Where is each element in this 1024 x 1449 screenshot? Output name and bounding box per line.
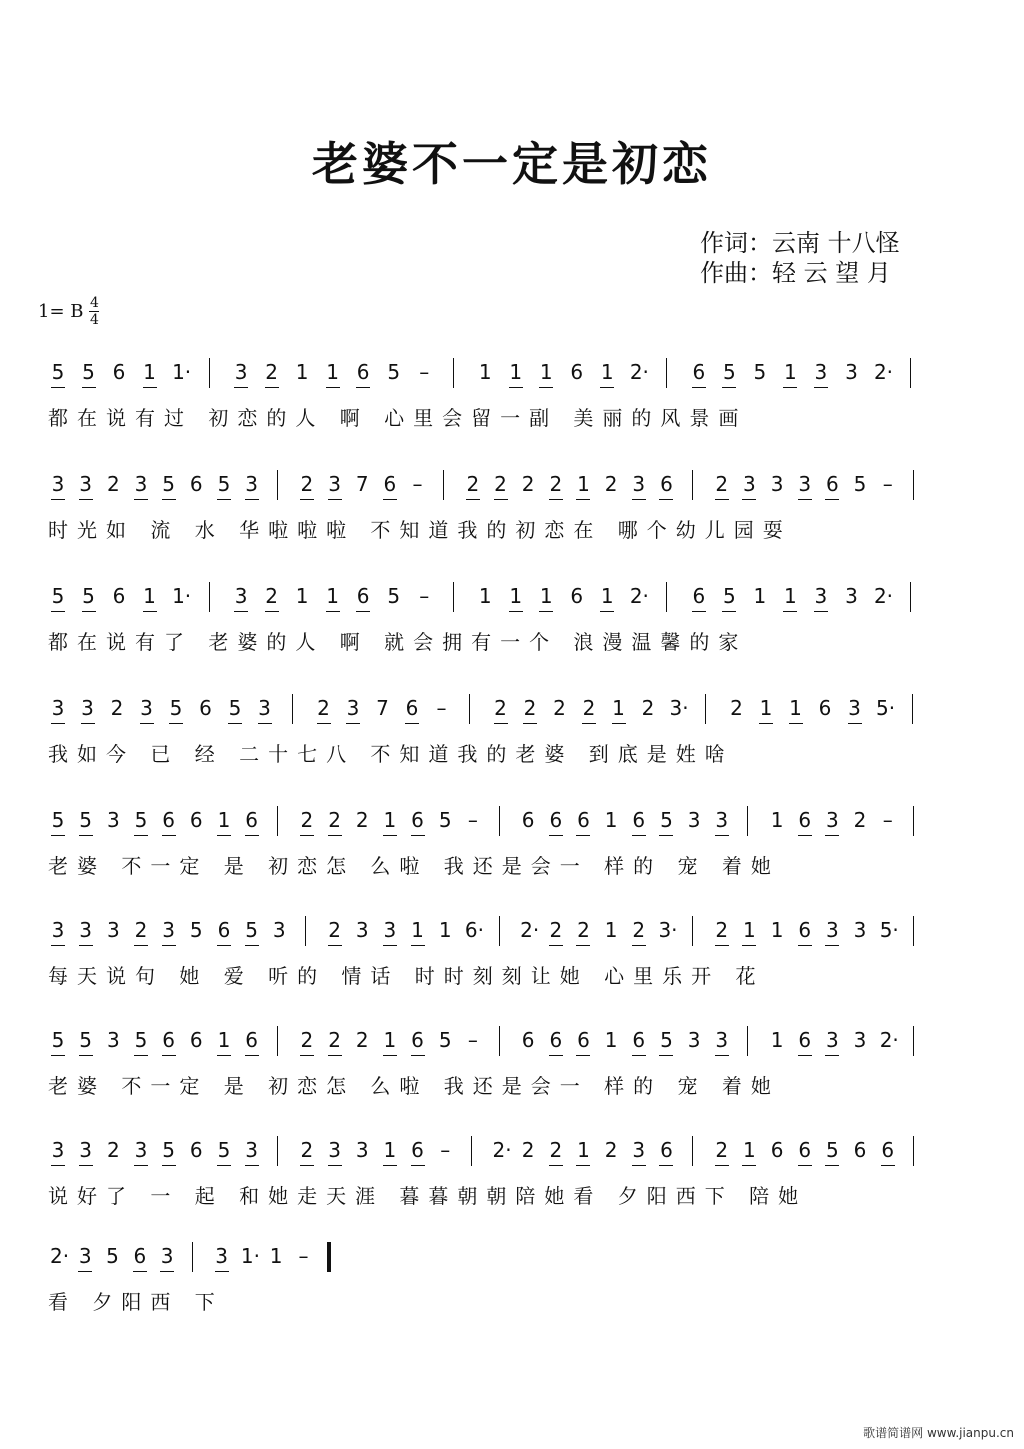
- note: 3: [234, 360, 248, 384]
- note: 7: [376, 696, 389, 720]
- barline: [692, 470, 693, 500]
- note: 5: [245, 918, 258, 942]
- note: 6: [383, 472, 397, 496]
- note: 1: [600, 360, 614, 384]
- note: 5: [51, 360, 65, 384]
- note: 6: [411, 1138, 424, 1162]
- note: 6: [577, 808, 590, 832]
- note: 3: [328, 472, 341, 496]
- note: 6: [245, 1028, 258, 1052]
- barline: [913, 470, 914, 500]
- note: 3: [814, 360, 828, 384]
- note: 2: [715, 918, 729, 942]
- note: 2: [853, 808, 867, 832]
- note: 5: [162, 472, 175, 496]
- note: 6: [521, 1028, 535, 1052]
- note: 1: [478, 360, 492, 384]
- barline: [747, 1026, 748, 1056]
- note: 6: [853, 1138, 867, 1162]
- barline: [499, 916, 500, 946]
- notes-line: [0, 356, 1024, 396]
- note: 5: [169, 696, 183, 720]
- note: 5: [162, 1138, 175, 1162]
- note: 6: [632, 1028, 646, 1052]
- note: 1·: [240, 1244, 260, 1268]
- note: 6: [112, 584, 126, 608]
- note: 3: [162, 918, 175, 942]
- note: 1: [217, 1028, 231, 1052]
- note: 6: [162, 1028, 175, 1052]
- note: 3: [245, 1138, 258, 1162]
- barline: [277, 470, 278, 500]
- note: 1: [600, 584, 614, 608]
- note: 3: [715, 808, 729, 832]
- note: 6: [356, 584, 370, 608]
- note: 3: [687, 808, 701, 832]
- note: 3: [743, 472, 756, 496]
- note: 3: [346, 696, 360, 720]
- note: 5: [387, 584, 401, 608]
- note: 2: [549, 472, 563, 496]
- note: 3: [79, 1138, 93, 1162]
- note: 5: [438, 808, 452, 832]
- barline: [666, 358, 667, 388]
- barline: [499, 806, 500, 836]
- note: 1: [577, 1138, 590, 1162]
- note: 2: [317, 696, 330, 720]
- note: 6: [549, 1028, 563, 1052]
- note: 3: [106, 1028, 120, 1052]
- note: 3·: [669, 696, 689, 720]
- note: 3: [134, 472, 148, 496]
- note: 1: [438, 918, 452, 942]
- score-line: [0, 580, 1024, 660]
- note: 3: [383, 918, 397, 942]
- note: 3: [632, 472, 646, 496]
- note: 6: [411, 808, 424, 832]
- barline: [209, 358, 210, 388]
- note: 6: [189, 1028, 203, 1052]
- note: 6: [798, 1138, 812, 1162]
- note: 6: [411, 1028, 424, 1052]
- note: 5: [51, 808, 65, 832]
- barline: [277, 1026, 278, 1056]
- note: 2: [521, 1138, 535, 1162]
- note: 5: [189, 918, 203, 942]
- note: 3: [134, 1138, 148, 1162]
- note: 6: [826, 472, 839, 496]
- note: –: [467, 808, 478, 832]
- lyric-line: 都在说有过 初恋的人 啊 心里会留一副 美丽的风景画: [48, 406, 748, 430]
- note: 3: [79, 918, 93, 942]
- note: 1: [217, 808, 231, 832]
- note: 3: [845, 360, 858, 384]
- barline: [747, 806, 748, 836]
- note: –: [298, 1244, 309, 1268]
- note: 3: [355, 1138, 369, 1162]
- note: 3: [770, 472, 784, 496]
- note: 3: [814, 584, 828, 608]
- note: 5: [106, 1244, 119, 1268]
- note: 1: [759, 696, 773, 720]
- note: 1: [326, 360, 339, 384]
- note: 3: [355, 918, 369, 942]
- notes-line: [0, 804, 1024, 844]
- note: 6·: [464, 918, 484, 942]
- note: 5: [228, 696, 242, 720]
- note: 1: [478, 584, 492, 608]
- note: 3: [826, 918, 839, 942]
- note: 3: [51, 918, 65, 942]
- note: 1·: [172, 584, 192, 608]
- note: 2·: [520, 918, 540, 942]
- note: 1: [509, 584, 523, 608]
- note: 2: [300, 808, 314, 832]
- note: 2: [494, 696, 507, 720]
- note: 3: [845, 584, 858, 608]
- note: –: [467, 1028, 478, 1052]
- barline: [453, 358, 454, 388]
- note: 3: [245, 472, 258, 496]
- note: 3: [853, 918, 867, 942]
- note: 1: [604, 1028, 618, 1052]
- note: 3: [328, 1138, 341, 1162]
- note: 3: [826, 808, 839, 832]
- note: 6: [770, 1138, 784, 1162]
- note: 1: [383, 808, 397, 832]
- note: 1: [604, 808, 618, 832]
- note: 2·: [873, 360, 894, 384]
- note: 6: [798, 918, 812, 942]
- score-line: [0, 468, 1024, 548]
- barline: [443, 470, 444, 500]
- note: 6: [660, 472, 673, 496]
- barline: [910, 582, 911, 612]
- note: 2: [466, 472, 480, 496]
- note: 5: [79, 808, 93, 832]
- note: 6: [577, 1028, 590, 1052]
- note: 1: [383, 1138, 397, 1162]
- note: 2: [134, 918, 148, 942]
- note: 1: [143, 360, 156, 384]
- note: 2: [300, 472, 314, 496]
- barline: [912, 694, 913, 724]
- barline: [910, 358, 911, 388]
- note: 1: [295, 360, 309, 384]
- note: 2: [577, 918, 590, 942]
- note: –: [436, 696, 447, 720]
- note: 5: [826, 1138, 839, 1162]
- note: 3: [853, 1028, 867, 1052]
- note: 5: [134, 1028, 148, 1052]
- note: 3: [79, 472, 93, 496]
- note: 6: [632, 808, 646, 832]
- note: 1: [770, 1028, 784, 1052]
- score-line: [0, 804, 1024, 884]
- notes-line: [0, 580, 1024, 620]
- note: 6: [692, 360, 706, 384]
- note: 1: [770, 808, 784, 832]
- note: 3·: [658, 918, 678, 942]
- note: 6: [818, 696, 832, 720]
- lyric-line: 看 夕阳西 下: [48, 1290, 224, 1314]
- note: 6: [798, 1028, 812, 1052]
- note: 1: [539, 360, 553, 384]
- note: 2: [549, 1138, 563, 1162]
- note: 3: [106, 808, 120, 832]
- notes-line: [0, 468, 1024, 508]
- note: 2: [328, 808, 341, 832]
- note: 7: [355, 472, 369, 496]
- note: 3: [848, 696, 861, 720]
- barline: [471, 1136, 472, 1166]
- note: 2: [106, 1138, 120, 1162]
- note: 3: [798, 472, 812, 496]
- note: 6: [112, 360, 126, 384]
- note: 5: [723, 584, 736, 608]
- barline: [469, 694, 470, 724]
- note: 1: [784, 584, 797, 608]
- note: 2·: [873, 584, 894, 608]
- lyric-line: 老婆 不一定 是 初恋怎 么啦 我还是会一 样的 宠 着她: [48, 1074, 780, 1098]
- composer-credit: 作曲：轻 云 望 月: [700, 259, 891, 287]
- note: 2·: [50, 1244, 70, 1268]
- barline: [209, 582, 210, 612]
- note: 6: [798, 808, 812, 832]
- note: 2: [553, 696, 566, 720]
- key-text: 1= B: [38, 301, 84, 322]
- note: 2: [604, 472, 618, 496]
- note: 6: [570, 584, 584, 608]
- note: 1: [789, 696, 802, 720]
- note: 5: [387, 360, 401, 384]
- note: 5: [723, 360, 736, 384]
- lyricist-credit: 作词：云南 十八怪: [700, 229, 900, 257]
- lyric-line: 我如今 已 经 二十七八 不知道我的老婆 到底是姓啥: [48, 742, 734, 766]
- time-top: 4: [90, 295, 99, 311]
- note: 5: [853, 472, 867, 496]
- note: 6: [189, 472, 203, 496]
- note: 2: [582, 696, 596, 720]
- note: 2: [355, 1028, 369, 1052]
- notes-line: [0, 1134, 1024, 1174]
- note: 2: [328, 1028, 341, 1052]
- note: 3: [272, 918, 286, 942]
- note: 6: [217, 918, 231, 942]
- notes-line: [0, 914, 1024, 954]
- note: 5: [753, 360, 767, 384]
- note: –: [882, 472, 893, 496]
- note: 6: [133, 1244, 147, 1268]
- note: –: [419, 360, 430, 384]
- note: 3: [78, 1244, 92, 1268]
- note: 2: [632, 918, 646, 942]
- note: 1: [295, 584, 309, 608]
- note: 2: [521, 472, 535, 496]
- note: 3: [687, 1028, 701, 1052]
- note: 2·: [879, 1028, 899, 1052]
- note: 2: [265, 360, 278, 384]
- note: 1: [753, 584, 767, 608]
- note: 6: [162, 808, 175, 832]
- note: 3: [215, 1244, 228, 1268]
- note: 1: [539, 584, 553, 608]
- note: 6: [549, 808, 563, 832]
- note: –: [412, 472, 423, 496]
- note: 5: [660, 808, 673, 832]
- note: 3: [140, 696, 153, 720]
- note: 1·: [172, 360, 192, 384]
- song-title: 老婆不一定是初恋: [312, 137, 712, 191]
- barline: [913, 806, 914, 836]
- note: 5: [217, 472, 231, 496]
- note: 6: [189, 1138, 203, 1162]
- note: 2·: [629, 584, 649, 608]
- note: 1: [612, 696, 625, 720]
- note: 5: [438, 1028, 452, 1052]
- note: 1: [509, 360, 523, 384]
- note: 1: [784, 360, 797, 384]
- time-bottom: 4: [90, 312, 99, 328]
- note: 2: [549, 918, 563, 942]
- score-line: [0, 1024, 1024, 1104]
- note: 3: [51, 1138, 65, 1162]
- note: 2: [265, 584, 278, 608]
- note: 2: [106, 472, 120, 496]
- lyric-line: 每天说句 她 爱 听的 情话 时时刻刻让她 心里乐开 花: [48, 964, 765, 988]
- lyric-line: 都在说有了 老婆的人 啊 就会拥有一个 浪漫温馨的家: [48, 630, 748, 654]
- note: 2: [523, 696, 537, 720]
- notes-line: [0, 1240, 1024, 1280]
- barline: [277, 806, 278, 836]
- note: 2: [355, 808, 369, 832]
- note: 2: [494, 472, 507, 496]
- note: 2: [328, 918, 341, 942]
- notes-line: [0, 692, 1024, 732]
- note: 1: [326, 584, 339, 608]
- note: 2: [300, 1028, 314, 1052]
- barline: [305, 916, 306, 946]
- barline: [913, 916, 914, 946]
- barline: [292, 694, 293, 724]
- note: 1: [743, 1138, 756, 1162]
- note: 6: [189, 808, 203, 832]
- note: 6: [405, 696, 419, 720]
- note: 5: [134, 808, 148, 832]
- note: 3: [258, 696, 271, 720]
- note: 5·: [876, 696, 896, 720]
- barline: [666, 582, 667, 612]
- note: 2: [730, 696, 743, 720]
- barline: [913, 1026, 914, 1056]
- note: 6: [356, 360, 370, 384]
- note: 1: [269, 1244, 283, 1268]
- note: 5: [79, 1028, 93, 1052]
- barline: [692, 1136, 693, 1166]
- note: 3: [51, 472, 65, 496]
- note: 2: [641, 696, 655, 720]
- note: 1: [743, 918, 756, 942]
- note: 1: [577, 472, 590, 496]
- key-signature: [38, 296, 99, 327]
- barline: [192, 1242, 193, 1272]
- note: 6: [199, 696, 212, 720]
- note: 2: [715, 1138, 729, 1162]
- note: 6: [692, 584, 706, 608]
- note: 2·: [492, 1138, 512, 1162]
- barline: [913, 1136, 914, 1166]
- note: 5: [217, 1138, 231, 1162]
- note: 3: [106, 918, 120, 942]
- note: –: [419, 584, 430, 608]
- barline: [277, 1136, 278, 1166]
- note: –: [440, 1138, 451, 1162]
- score-line: [0, 914, 1024, 994]
- note: 3: [234, 584, 248, 608]
- lyric-line: 老婆 不一定 是 初恋怎 么啦 我还是会一 样的 宠 着她: [48, 854, 780, 878]
- time-signature: [89, 296, 99, 327]
- note: 2: [110, 696, 124, 720]
- watermark: 歌谱简谱网 www.jianpu.cn: [863, 1426, 1014, 1440]
- note: 1: [383, 1028, 397, 1052]
- note: 2: [300, 1138, 314, 1162]
- note: 6: [881, 1138, 895, 1162]
- note: 5·: [879, 918, 899, 942]
- barline: [692, 916, 693, 946]
- note: 5: [51, 1028, 65, 1052]
- note: 2·: [629, 360, 649, 384]
- note: 2: [715, 472, 729, 496]
- note: 3: [81, 696, 94, 720]
- note: 3: [632, 1138, 646, 1162]
- note: 1: [143, 584, 156, 608]
- note: 3: [826, 1028, 839, 1052]
- note: 5: [82, 360, 95, 384]
- barline: [499, 1026, 500, 1056]
- note: –: [882, 808, 893, 832]
- score-line: [0, 1134, 1024, 1214]
- barline: [453, 582, 454, 612]
- note: 5: [660, 1028, 673, 1052]
- note: 1: [604, 918, 618, 942]
- note: 6: [660, 1138, 673, 1162]
- note: 5: [51, 584, 65, 608]
- barline: [705, 694, 706, 724]
- final-barline: [327, 1242, 331, 1272]
- score-line: [0, 356, 1024, 436]
- note: 3: [715, 1028, 729, 1052]
- note: 1: [411, 918, 424, 942]
- score-line: [0, 1240, 1024, 1320]
- note: 6: [521, 808, 535, 832]
- note: 6: [245, 808, 258, 832]
- score-line: [0, 692, 1024, 772]
- note: 2: [604, 1138, 618, 1162]
- note: 6: [570, 360, 584, 384]
- notes-line: [0, 1024, 1024, 1064]
- note: 3: [51, 696, 65, 720]
- lyric-line: 时光如 流 水 华啦啦啦 不知道我的初恋在 哪个幼儿园耍: [48, 518, 792, 542]
- lyric-line: 说好了 一 起 和她走天涯 暮暮朝朝陪她看 夕阳西下 陪她: [48, 1184, 808, 1208]
- note: 5: [82, 584, 95, 608]
- note: 1: [770, 918, 784, 942]
- credits: [700, 228, 900, 288]
- note: 3: [160, 1244, 174, 1268]
